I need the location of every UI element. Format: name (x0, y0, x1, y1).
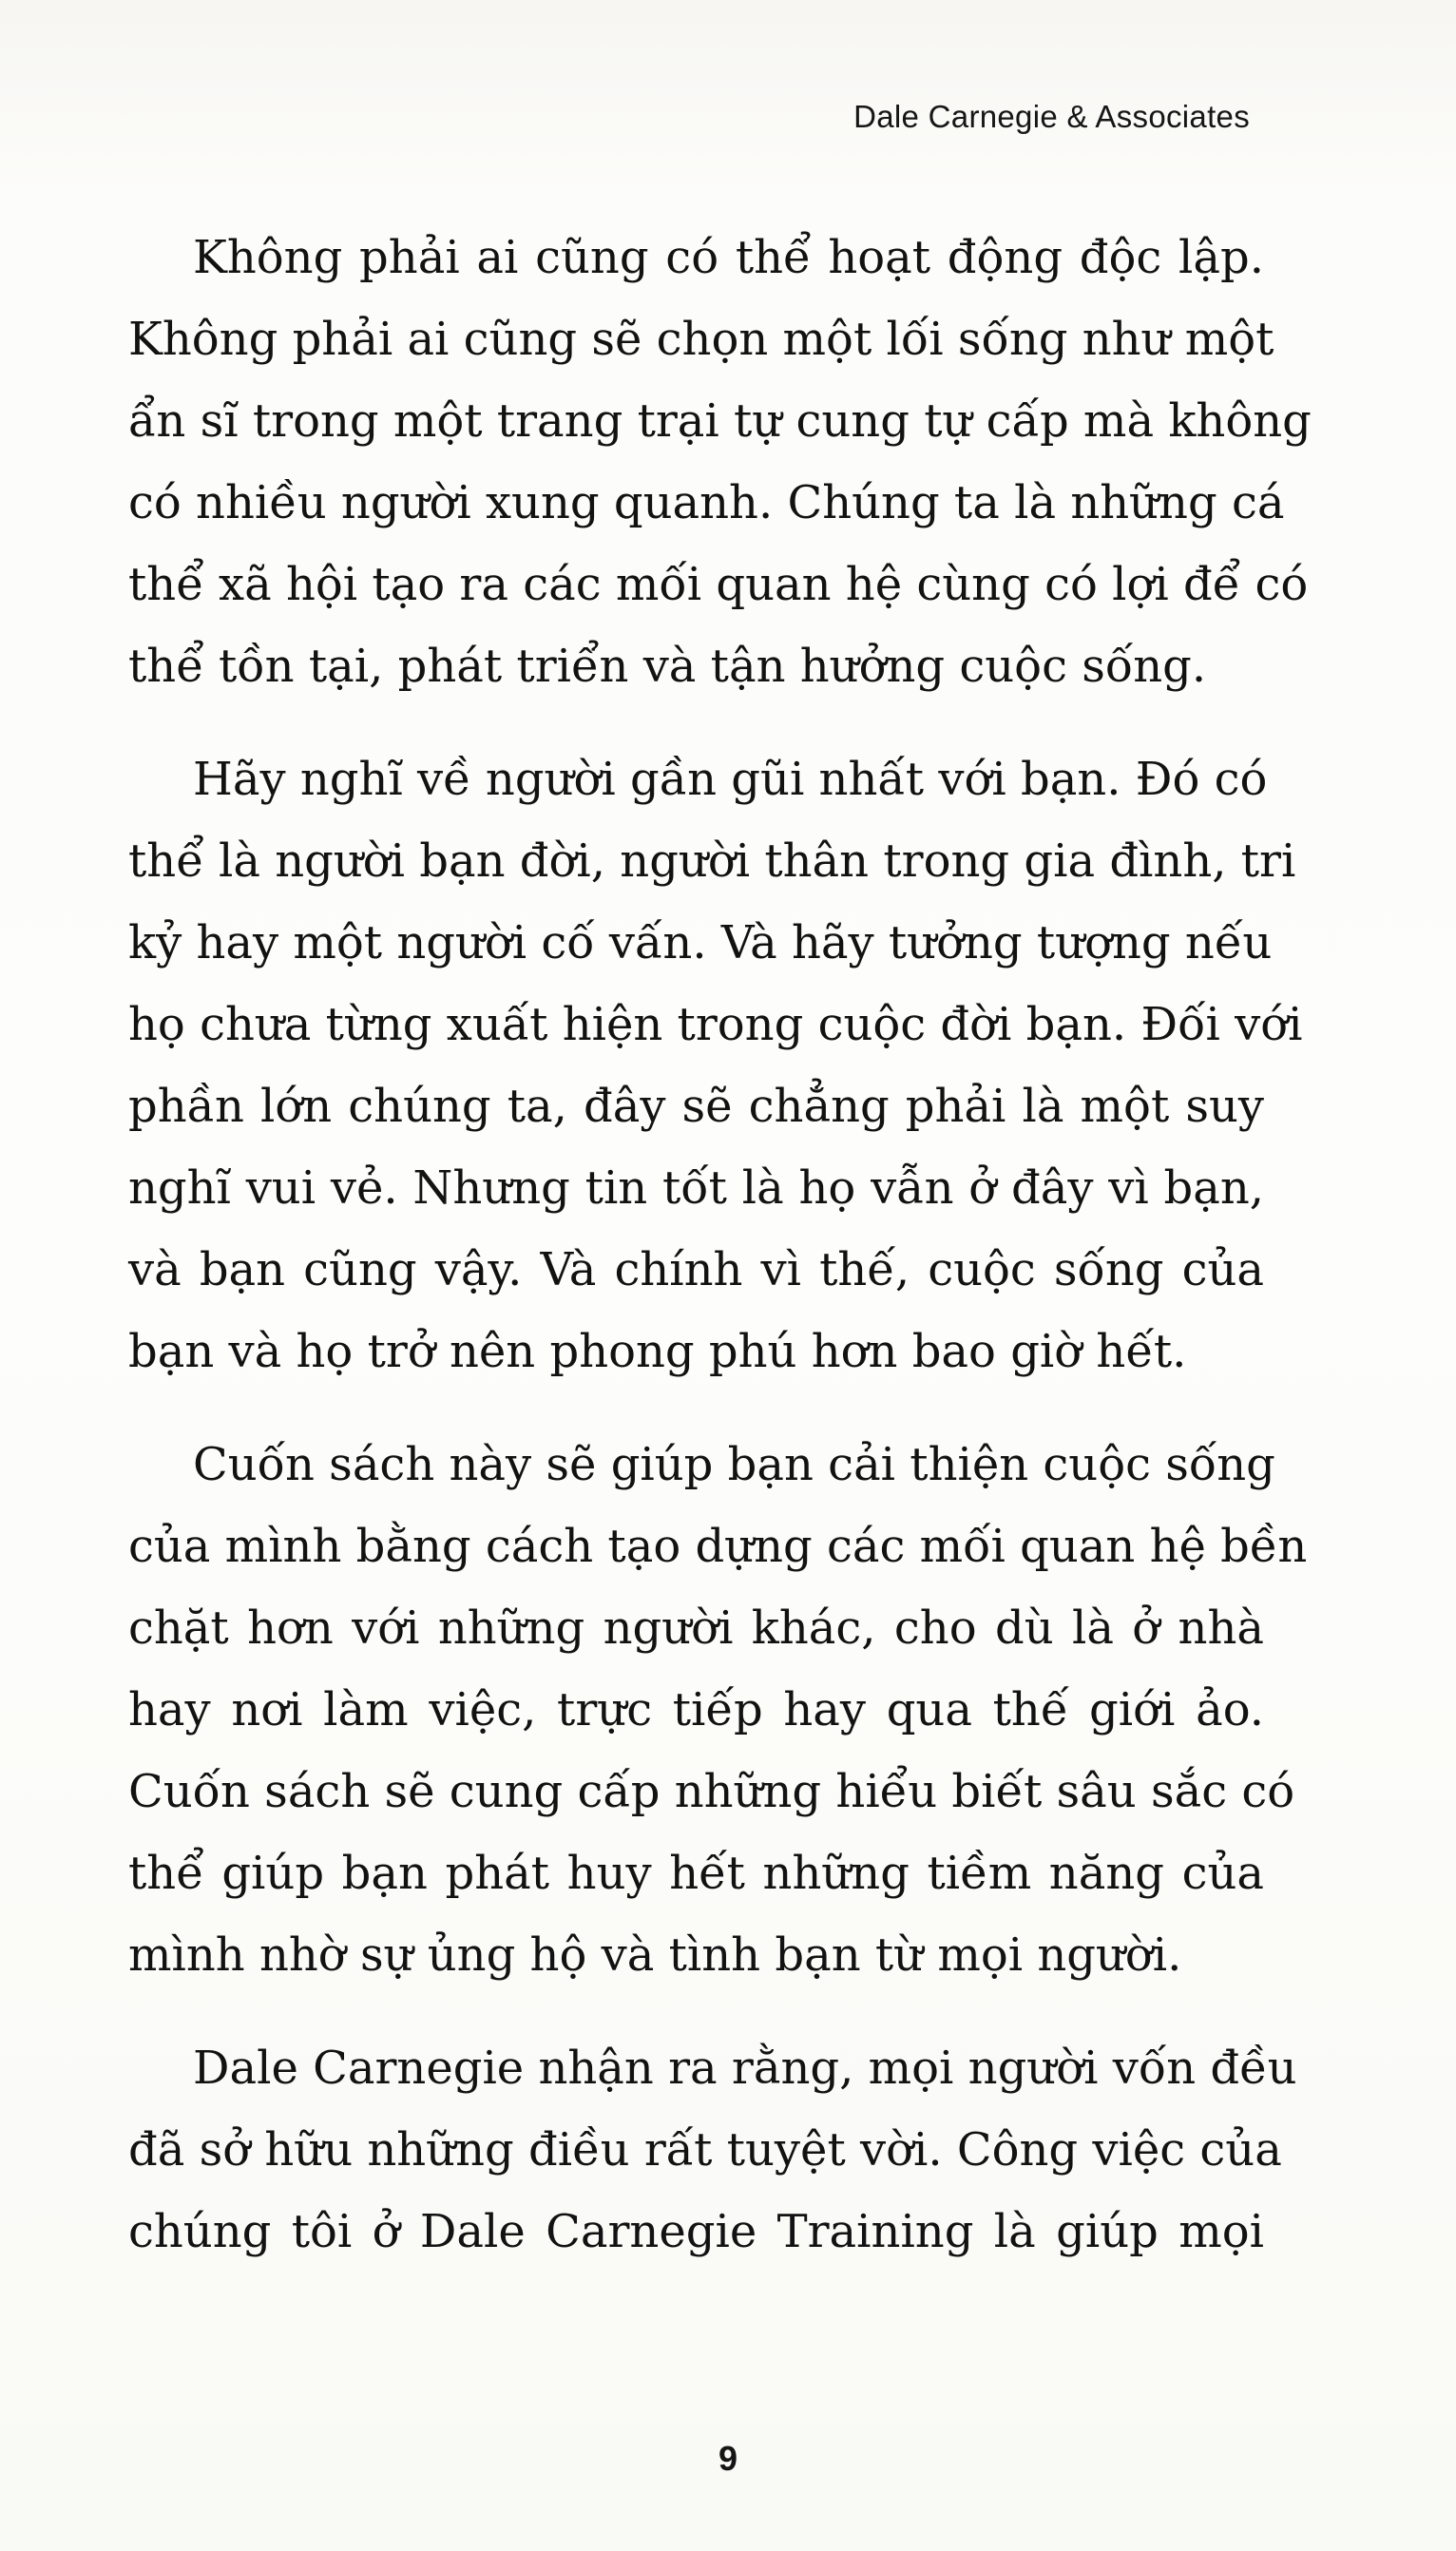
running-header: Dale Carnegie & Associates (853, 99, 1250, 134)
paragraph-2 (128, 738, 1303, 1392)
text-line: Hãy nghĩ về người gần gũi nhất với bạn. Đó có (193, 753, 1268, 806)
text-line: ẩn sĩ trong một trang trại tự cung tự cấp mà không (128, 394, 1312, 448)
paragraph-3 (128, 1424, 1308, 1996)
text-line: mình nhờ sự ủng hộ và tình bạn từ mọi người. (128, 1928, 1182, 1982)
text-line: có nhiều người xung quanh. Chúng ta là những cá (128, 476, 1285, 529)
text-line: Dale Carnegie nhận ra rằng, mọi người vốn đều (193, 2042, 1297, 2095)
text-line: Cuốn sách sẽ cung cấp những hiểu biết sâu sắc có (128, 1765, 1295, 1818)
text-line: hay nơi làm việc, trực tiếp hay qua thế giới ảo. (128, 1683, 1264, 1736)
text-line: và bạn cũng vậy. Và chính vì thế, cuộc sống của (128, 1243, 1264, 1296)
text-line: chặt hơn với những người khác, cho dù là ở nhà (128, 1602, 1264, 1655)
text-line: thể tồn tại, phát triển và tận hưởng cuộc sống. (128, 640, 1207, 693)
text-line: của mình bằng cách tạo dựng các mối quan hệ bền (128, 1520, 1308, 1573)
text-line: chúng tôi ở Dale Carnegie Training là giúp mọi (128, 2205, 1264, 2258)
text-line: bạn và họ trở nên phong phú hơn bao giờ hết. (128, 1325, 1187, 1378)
text-line: đã sở hữu những điều rất tuyệt vời. Công việc của (128, 2123, 1282, 2177)
text-line: Không phải ai cũng sẽ chọn một lối sống như một (128, 313, 1274, 366)
paragraph-1 (128, 217, 1312, 707)
text-line: thể là người bạn đời, người thân trong gia đình, tri (128, 834, 1296, 888)
text-line: nghĩ vui vẻ. Nhưng tin tốt là họ vẫn ở đây vì bạn, (128, 1161, 1264, 1215)
page-number: 9 (718, 2439, 738, 2478)
body-text (128, 217, 1312, 2304)
text-line: thể xã hội tạo ra các mối quan hệ cùng có lợi để có (128, 558, 1309, 611)
paragraph-4 (128, 2027, 1297, 2273)
text-line: kỷ hay một người cố vấn. Và hãy tưởng tượng nếu (128, 916, 1273, 969)
text-line: họ chưa từng xuất hiện trong cuộc đời bạn. Đối với (128, 998, 1303, 1051)
text-line: thể giúp bạn phát huy hết những tiềm năng của (128, 1847, 1264, 1900)
text-line: Cuốn sách này sẽ giúp bạn cải thiện cuộc sống (193, 1438, 1275, 1491)
text-line: Không phải ai cũng có thể hoạt động độc lập. (193, 231, 1264, 284)
text-line: phần lớn chúng ta, đây sẽ chẳng phải là một suy (128, 1080, 1264, 1133)
